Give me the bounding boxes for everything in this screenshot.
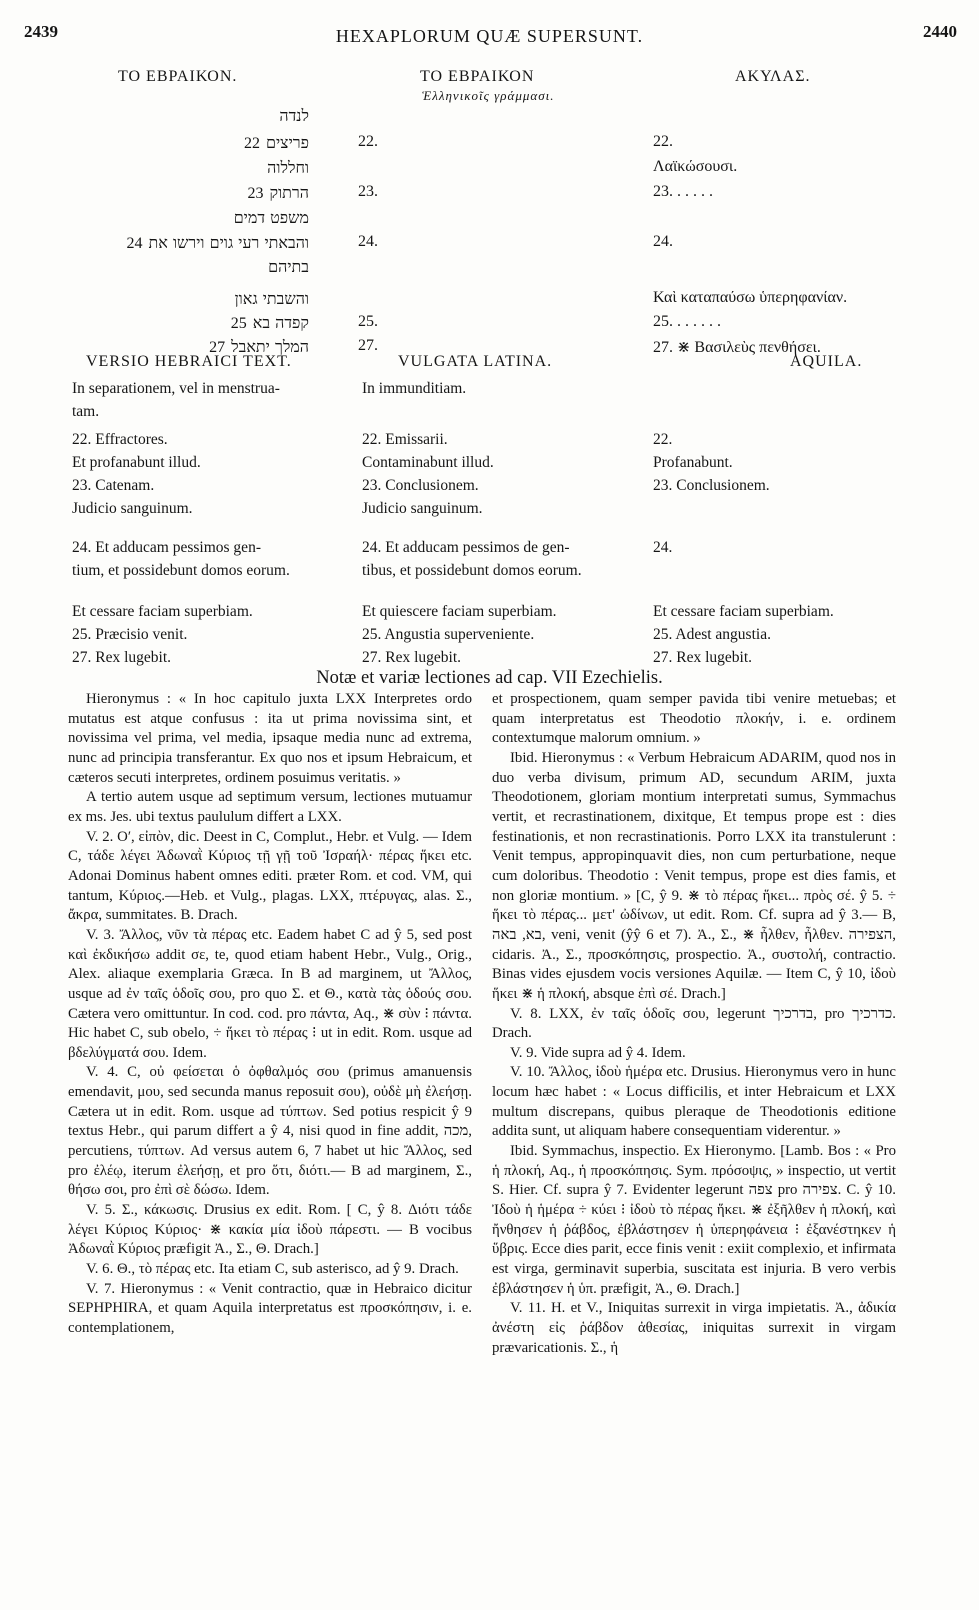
hebrew-text: בתיהם: [268, 257, 309, 276]
col1-head-versio: VERSIO HEBRAICI TEXT.: [86, 353, 292, 370]
hebrew-text: פריצים: [266, 133, 309, 152]
col2-head-transliteration: ΤΟ ΕΒΡΑΙΚΟΝ: [420, 68, 535, 85]
note-paragraph: V. 6. Θ., τὸ πέρας etc. Ita etiam C, sub asterisco, ad ŷ 9. Drach.: [86, 1261, 459, 1278]
latin-line-c3: 23. Conclusionem.: [653, 477, 770, 494]
verse-number: 22: [244, 135, 260, 152]
latin-line-c3: 25. Adest angustia.: [653, 626, 771, 643]
hebrew-line: [279, 106, 309, 126]
latin-line-c3: 22.: [653, 431, 673, 448]
note-paragraph: V. 2. Οʹ, εἰπὸν, dic. Deest in C, Complut., Hebr. et Vulg. — Idem C, τάδε λέγει Ἀδωναῒ Κύριος τῇ γῇ τοῦ Ἰσραήλ· πέρας ἥκει etc. Adonai Dominus habent omnes editi. præter Rom. et cod. VM, qui tantum, Κύριος.—Heb. et Vulg., plagas. LXX, πτέρυγας, alas. Σ., ἄκρα, summitates. B. Drach.: [68, 828, 472, 924]
note-paragraph: V. 9. Vide supra ad ŷ 4. Idem.: [510, 1044, 686, 1061]
verse-number: 25: [230, 315, 247, 332]
notes-title: Notæ et variæ lectiones ad cap. VII Ezechielis.: [316, 668, 663, 688]
note-paragraph: V. 7. Hieronymus : « Venit contractio, quæ in Hebraico dicitur SEPHPHIRA, et quam Aquila interpretatus est προσκόπησιν, i. e. contemplationem,: [68, 1280, 472, 1336]
aquila-greek-cell: Λαϊκώσουσι.: [653, 158, 738, 175]
aquila-greek-cell: 27. ⋇ Βασιλεὺς πενθήσει.: [653, 339, 821, 356]
note-paragraph: V. 8. LXX, ἐν ταῖς ὁδοῖς σου, legerunt בדרכיך, pro כדרכיך. Drach.: [492, 1005, 896, 1042]
latin-line-c3: Et cessare faciam superbiam.: [653, 603, 834, 620]
transliteration-cell: 27.: [358, 337, 378, 354]
note-paragraph: V. 10. Ἄλλος, ἰδοὺ ἡμέρα etc. Drusius. Hieronymus vero in hunc locum hæc habet : « Locus difficilis, et inter Hebraicum et LXX multum discrepans, quibus pleraque de Theodotionis editione addita sunt, ut aliquam habere consequentiam viderentur. »: [492, 1064, 896, 1140]
latin-line-c2: Et quiescere faciam superbiam.: [362, 603, 557, 620]
page-number-left: 2439: [24, 22, 58, 41]
transliteration-cell: 25.: [358, 313, 378, 330]
latin-line-c1: tam.: [72, 403, 100, 420]
col2-head-vulgata: VULGATA LATINA.: [398, 353, 553, 370]
hebrew-text: והבאתי רעי גוים וירשו את: [148, 233, 309, 252]
latin-line-c2: 22. Emissarii.: [362, 431, 448, 448]
latin-line-c1: 24. Et adducam pessimos gen-: [72, 539, 261, 556]
notes-column-right: [492, 690, 896, 1358]
latin-line-c2: 24. Et adducam pessimos de gen-: [362, 539, 570, 556]
hebrew-line: [235, 289, 309, 309]
hebrew-text: והשבתי גאון: [234, 289, 309, 308]
hebrew-text: קפדה בא: [252, 313, 309, 332]
col3-head-aquila: ΑΚΥΛΑΣ.: [735, 68, 811, 85]
hebrew-text: וחללוה: [267, 158, 309, 177]
notes-column-left: [68, 690, 472, 1339]
running-head: HEXAPLORUM QUÆ SUPERSUNT.: [335, 26, 644, 46]
note-paragraph: Ibid. Symmachus, inspectio. Ex Hieronymo. [Lamb. Bos : « Pro ἡ πλοκή, Aq., ἡ προσκόπησις. Sym. πρόσοψις, » inspectio, ut vertit S. Hier. Cf. supra ŷ 7. Evidenter legerunt צפה pro צפירה. C. ŷ 10. Ἰδοὺ ἡ ἡμέρα ÷ κύει ⁝ ἰδοὺ τὸ πέρας ἥκει. ⋇ ἐξῆλθεν ἡ πλοκή, καὶ ἤνθησεν ἡ ῥάβδος, ἐβλάστησεν ἡ ὑπερηφάνεια ⁝ ἐξανέστηκεν ἡ ὕβρις. Ecce dies parit, ecce finis venit : exiit complexio, et infirmata est virga, germinavit superbia, suscitata est injuria. B vero verbis ἐβλάστησεν ἡ ὑπ. præfigit, Ἀ., Θ. Drach.]: [492, 1143, 896, 1297]
latin-line-c3: Profanabunt.: [653, 454, 733, 471]
latin-line-c1: tium, et possidebunt domos eorum.: [72, 562, 290, 579]
hebrew-text: המלך יתאבל: [231, 337, 309, 356]
verse-number: 23: [247, 185, 264, 202]
transliteration-cell: 24.: [358, 233, 378, 250]
latin-line-c2: 23. Conclusionem.: [362, 477, 479, 494]
note-paragraph: V. 11. Η. et V., Iniquitas surrexit in virga impietatis. Ἀ., ἀδικία ἀνέστη εἰς ῥάβδον ἀθεσίας, iniquitas surrexit in virgam prævaricationis. Σ., ἡ: [492, 1300, 896, 1356]
note-paragraph: Ibid. Hieronymus : « Verbum Hebraicum ADARIM, quod nos in duo verba divisum, primum AD, secundum ARIM, juxta Theodotionem, gloriam montium interpretati sumus, Symmachus vertit, et recrastinationem, dixitque, Et tempus prope est : dies festinationis, et non recrastinationis. Porro LXX ita transtulerunt : Venit tempus, appropinquavit dies, non cum perturbatione, neque cum doloribus. Theodotio : Venit tempus, prope est dies famis, et non gloriæ montium. » [C, ŷ 9. ⋇ τὸ πέρας ἥκει... πρὸς σέ. ŷ 5. ÷ ἥκει τὸ πέρας... μετ' ὠδίνων, ut edit. Rom. Cf. supra ad ŷ 3.— B, בא, באה, veni, venit (ŷŷ 6 et 7). Ἀ., Σ., ⋇ ἦλθεν, ἦλθεν. הצפירה, cidaris. Ἀ., Σ., προσκόπησις, prospectio. Ἀ., συστολή, contractio. Binas vides ejusdem vocis versiones Aquilæ. — Item C, ŷ 10, ἰδοὺ ἥκει ⋇ ἡ πλοκή, absque ἐπὶ σέ. Drach.]: [492, 749, 896, 1002]
aquila-greek-cell: 23. . . . . .: [653, 183, 713, 200]
latin-line-c1: 25. Præcisio venit.: [72, 626, 188, 643]
latin-line-c1: 22. Effractores.: [72, 431, 168, 448]
transliteration-cell: 22.: [358, 133, 378, 150]
latin-line-c2: Contaminabunt illud.: [362, 454, 494, 471]
latin-line-c1: 23. Catenam.: [72, 477, 155, 494]
note-paragraph: Hieronymus : « In hoc capitulo juxta LXX Interpretes ordo mutatus est atque confusus : ita ut prima novissima sint, et novissima vel prima, vel media, ipsaque media nunc ad extrema, nunc ad principia transferantur. Ex quo nos et ipsum Hebraicum, et cæteros secuti interpretes, ordinem posuimus veritatis. »: [68, 691, 472, 786]
note-paragraph: V. 4. C, οὐ φείσεται ὁ ὀφθαλμός σου (primus amanuensis emendavit, μου, sed secunda manus reposuit σου), οὐδὲ μὴ ἐλεήσῃ. Cætera ut in edit. Rom. usque ad τύπτων. Sed potius respicit ŷ 9 textus Hebr., qui parum differt a ŷ 4, nisi quod in fine addit, מכה, percutiens, τύπτων. Ad versus autem 6, 7 habet ut hic Ἄλλος, sed pro ἐλέῳ, iterum ἐλεήσῃ, et pro ὅτι, διότι.— B ad marginem, Σ., θήσω σοι, pro ἐπὶ σὲ δώσω. Idem.: [68, 1064, 472, 1199]
latin-line-c2: Judicio sanguinum.: [362, 500, 483, 517]
latin-line-c1: In separationem, vel in menstrua-: [72, 380, 280, 397]
latin-line-c2: In immunditiam.: [362, 380, 467, 397]
note-paragraph: A tertio autem usque ad septimum versum, lectiones mutuamur ex ms. Jes. ubi textus paululum differt a LXX.: [68, 789, 472, 825]
hebrew-line: [268, 257, 309, 277]
hebrew-text: משפט דמים: [233, 208, 309, 227]
note-paragraph: V. 5. Σ., κάκωσις. Drusius ex edit. Rom. [ C, ŷ 8. Διότι τάδε λέγει Κύριος Κύριος· ⋇ κακία μία ἰδοὺ πάρεστι. — B vocibus Ἀδωναῒ Κύριος præfigit Ἀ., Σ., Θ. Drach.]: [68, 1202, 472, 1258]
latin-line-c3: 27. Rex lugebit.: [653, 649, 753, 666]
latin-line-c2: 25. Angustia superveniente.: [362, 626, 535, 643]
hebrew-text: הרתוק: [269, 183, 309, 202]
latin-line-c1: Et profanabunt illud.: [72, 454, 201, 471]
hebrew-line: [121, 233, 310, 253]
transliteration-cell: 23.: [358, 183, 378, 200]
latin-line-c1: Judicio sanguinum.: [72, 500, 193, 517]
aquila-greek-cell: Καὶ καταπαύσω ὑπερηφανίαν.: [653, 289, 848, 306]
hebrew-line: [225, 313, 309, 333]
aquila-greek-cell: 22.: [653, 133, 673, 150]
aquila-greek-cell: 25. . . . . . .: [653, 313, 721, 330]
col2-subhead: Ἑλληνικοῖς γράμμασι.: [422, 88, 555, 103]
note-paragraph: V. 3. Ἄλλος, νῦν τὰ πέρας etc. Eadem habet C ad ŷ 5, sed post καὶ ἐκδικήσω addit σε, te, quod etiam habent Hebr., Vulg., Orig., Alex. aliaque exemplaria Græca. In B ad marginem, ut Ἄλλος, usque ad ἐν ταῖς ὁδοῖς σου, pro quo Σ. et Θ., κατὰ τὰς ὁδούς σου. Cætera vero omittuntur. In cod. cod. pro πάντα, Aq., ⋇ σὺν ⁝ πάντα. Hic habet C, sub obelo, ÷ ἥκει τὸ πέρας ⁝ ut in edit. Rom. usque ad βδελύγματά σου. Idem.: [68, 926, 472, 1061]
aquila-greek-cell: 24.: [653, 233, 673, 250]
hebrew-line: [267, 158, 309, 178]
col3-head-aquila-latin: AQUILA.: [790, 353, 863, 370]
hebrew-line: [234, 208, 309, 228]
hebrew-line: [242, 183, 309, 203]
verse-number: 24: [126, 235, 143, 252]
hebrew-line: [238, 133, 309, 153]
col1-head-hebrew: ΤΟ ΕΒΡΑΙΚΟΝ.: [118, 68, 238, 85]
latin-line-c2: tibus, et possidebunt domos eorum.: [362, 562, 582, 579]
hebrew-text: לנדה: [279, 106, 309, 125]
page-number-right: 2440: [923, 22, 957, 41]
latin-line-c1: Et cessare faciam superbiam.: [72, 603, 253, 620]
note-paragraph: et prospectionem, quam semper pavida tibi venire metuebas; et quam interpretatus est Theodotio πλοκήν, i. e. ordinem contextumque malorum omnium. »: [492, 691, 896, 747]
latin-line-c3: 24.: [653, 539, 673, 556]
verse-number: 27: [209, 339, 226, 356]
latin-line-c2: 27. Rex lugebit.: [362, 649, 462, 666]
latin-line-c1: 27. Rex lugebit.: [72, 649, 172, 666]
